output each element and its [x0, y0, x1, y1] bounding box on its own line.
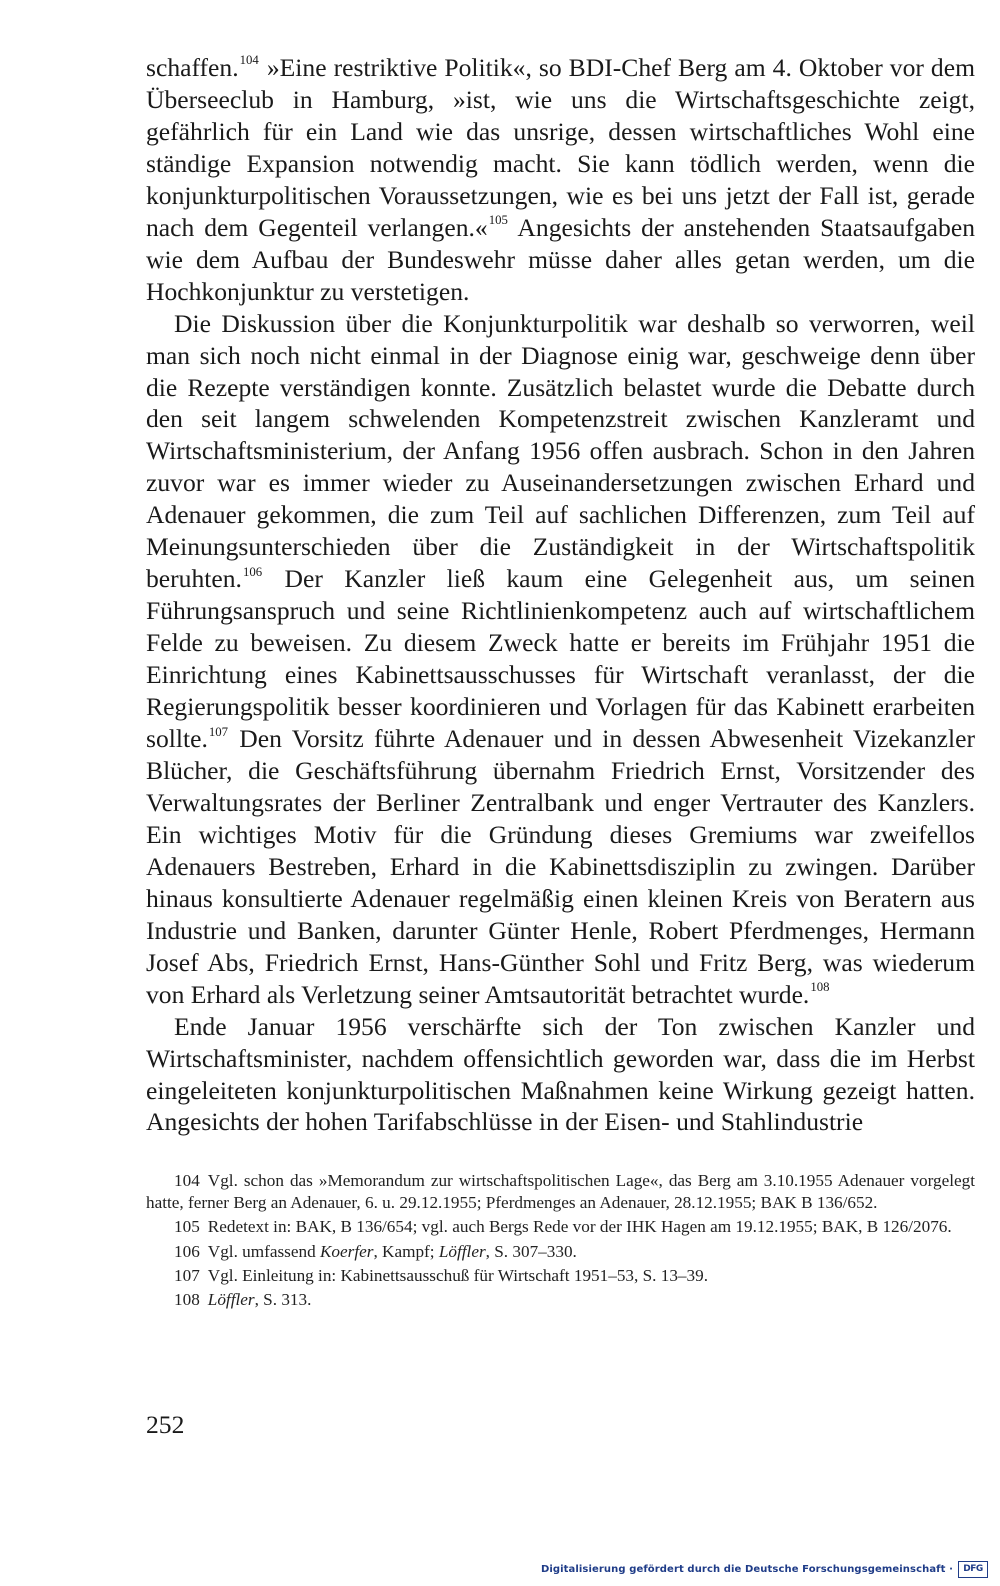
funding-notice-text: Digitalisierung gefördert durch die Deutsche Forschungsgemeinschaft · [540, 1563, 953, 1575]
paragraph [146, 308, 975, 1011]
footnote-reference: 106 [242, 564, 263, 579]
footnote [146, 1241, 975, 1263]
footnote-reference: 104 [239, 53, 259, 68]
text-run: Vgl. schon das »Memorandum zur wirtschaftspolitischen Lage«, das Berg am 3.10.1955 Adenauer vorgelegt hatte, ferner Berg an Adenauer, 6. u. 29.12.1955; Pferdmenges an Adenauer, 28.12.1955; BAK B 136/652. [146, 1171, 975, 1213]
text-run: Den Vorsitz führte Adenauer und in dessen Abwesenheit Vizekanzler Blücher, die Geschäftsführung übernahm Friedrich Ernst, Vorsitzender des Verwaltungsrates der Berliner Zentralbank und enger Vertrauter des Kanzlers. Ein wichtiges Motiv für die Gründung dieses Gremiums war zweifellos Adenauers Bestreben, Erhard in die Kabinettsdisziplin zu zwingen. Darüber hinaus konsultierte Adenauer regelmäßig einen kleinen Kreis von Beratern aus Industrie und Banken, darunter Günter Henle, Robert Pferdmenges, Hermann Josef Abs, Friedrich Ernst, Hans-Günther Sohl und Fritz Berg, was wiederum von Erhard als Verletzung seiner Amtsautorität betrachtet wurde. [146, 724, 975, 1009]
text-run: Redetext in: BAK, B 136/654; vgl. auch Bergs Rede vor der IHK Hagen am 19.12.1955; BAK, B 126/2076. [207, 1217, 952, 1237]
text-run: »Eine restriktive Politik«, so BDI-Chef Berg am 4. Oktober vor dem Überseeclub in Hamburg, »ist, wie uns die Wirtschaftsgeschichte zeigt, gefährlich für ein Land wie das unsrige, dessen wirtschaftliches Wohl eine ständige Expansion notwendig macht. Sie kann tödlich werden, wenn die konjunkturpolitischen Voraussetzungen, wie es bei uns jetzt der Fall ist, gerade nach dem Gegenteil verlangen.« [146, 53, 975, 242]
body-text [146, 52, 975, 1138]
footnote [146, 1216, 975, 1238]
text-run: , S. 313. [254, 1290, 312, 1310]
footnote-number: 105 [174, 1217, 200, 1237]
footnote-reference: 107 [208, 724, 229, 739]
italic-text: Koerfer [319, 1241, 374, 1261]
funding-notice [541, 1559, 988, 1579]
text-run: Ende Januar 1956 verschärfte sich der Ton zwischen Kanzler und Wirtschaftsminister, nachdem offensichtlich geworden war, dass die im Herbst eingeleiteten konjunkturpolitischen Maßnahmen keine Wirkung gezeigt hatten. Angesichts der hohen Tarifabschlüsse in der Eisen- und Stahlindustrie [146, 1011, 975, 1137]
footnote [146, 1289, 975, 1311]
footnote-number: 104 [174, 1171, 200, 1190]
footnote-number: 108 [174, 1290, 200, 1310]
text-run: Die Diskussion über die Konjunkturpolitik war deshalb so verworren, weil man sich noch nicht einmal in der Diagnose einig war, geschweige denn über die Rezepte verständigen konnte. Zusätzlich belastet wurde die Debatte durch den seit langem schwelenden Kompetenzstreit zwischen Kanzleramt und Wirtschaftsministerium, der Anfang 1956 offen ausbrach. Schon in den Jahren zuvor war es immer wieder zu Auseinandersetzungen zwischen Erhard und Adenauer gekommen, die zum Teil auf sachlichen Differenzen, zum Teil auf Meinungsunterschieden über die Zuständigkeit in der Wirtschaftspolitik beruhten. [146, 308, 975, 594]
footnote [146, 1170, 975, 1214]
page-number: 252 [146, 1410, 185, 1439]
text-run: Vgl. umfassend [207, 1241, 320, 1261]
italic-text: Löffler [207, 1290, 255, 1310]
text-run: , S. 307–330. [485, 1241, 577, 1261]
paragraph [146, 52, 975, 308]
footnote-reference: 105 [488, 213, 508, 228]
dfg-logo: DFG [958, 1561, 988, 1578]
footnote [146, 1265, 975, 1287]
paragraph [146, 1011, 975, 1139]
footnotes [146, 1170, 975, 1313]
text-run: Angesichts der anstehenden Staatsaufgaben wie dem Aufbau der Bundeswehr müsse daher alles getan werden, um die Hochkonjunktur zu verstetigen. [146, 212, 975, 306]
text-run: , Kampf; [373, 1241, 439, 1261]
text-run: Vgl. Einleitung in: Kabinettsausschuß für Wirtschaft 1951–53, S. 13–39. [207, 1265, 709, 1285]
italic-text: Löffler [438, 1241, 486, 1261]
text-run: Der Kanzler ließ kaum eine Gelegenheit aus, um seinen Führungsanspruch und seine Richtlinienkompetenz auch auf wirtschaftlichem Felde zu beweisen. Zu diesem Zweck hatte er bereits im Frühjahr 1951 die Einrichtung eines Kabinettsausschusses für Wirtschaft veranlasst, der die Regierungspolitik besser koordinieren und Vorlagen für das Kabinett erarbeiten sollte. [146, 564, 975, 754]
text-run: schaffen. [146, 53, 239, 82]
footnote-number: 106 [174, 1241, 200, 1261]
footnote-reference: 108 [810, 980, 830, 995]
footnote-number: 107 [174, 1265, 200, 1285]
